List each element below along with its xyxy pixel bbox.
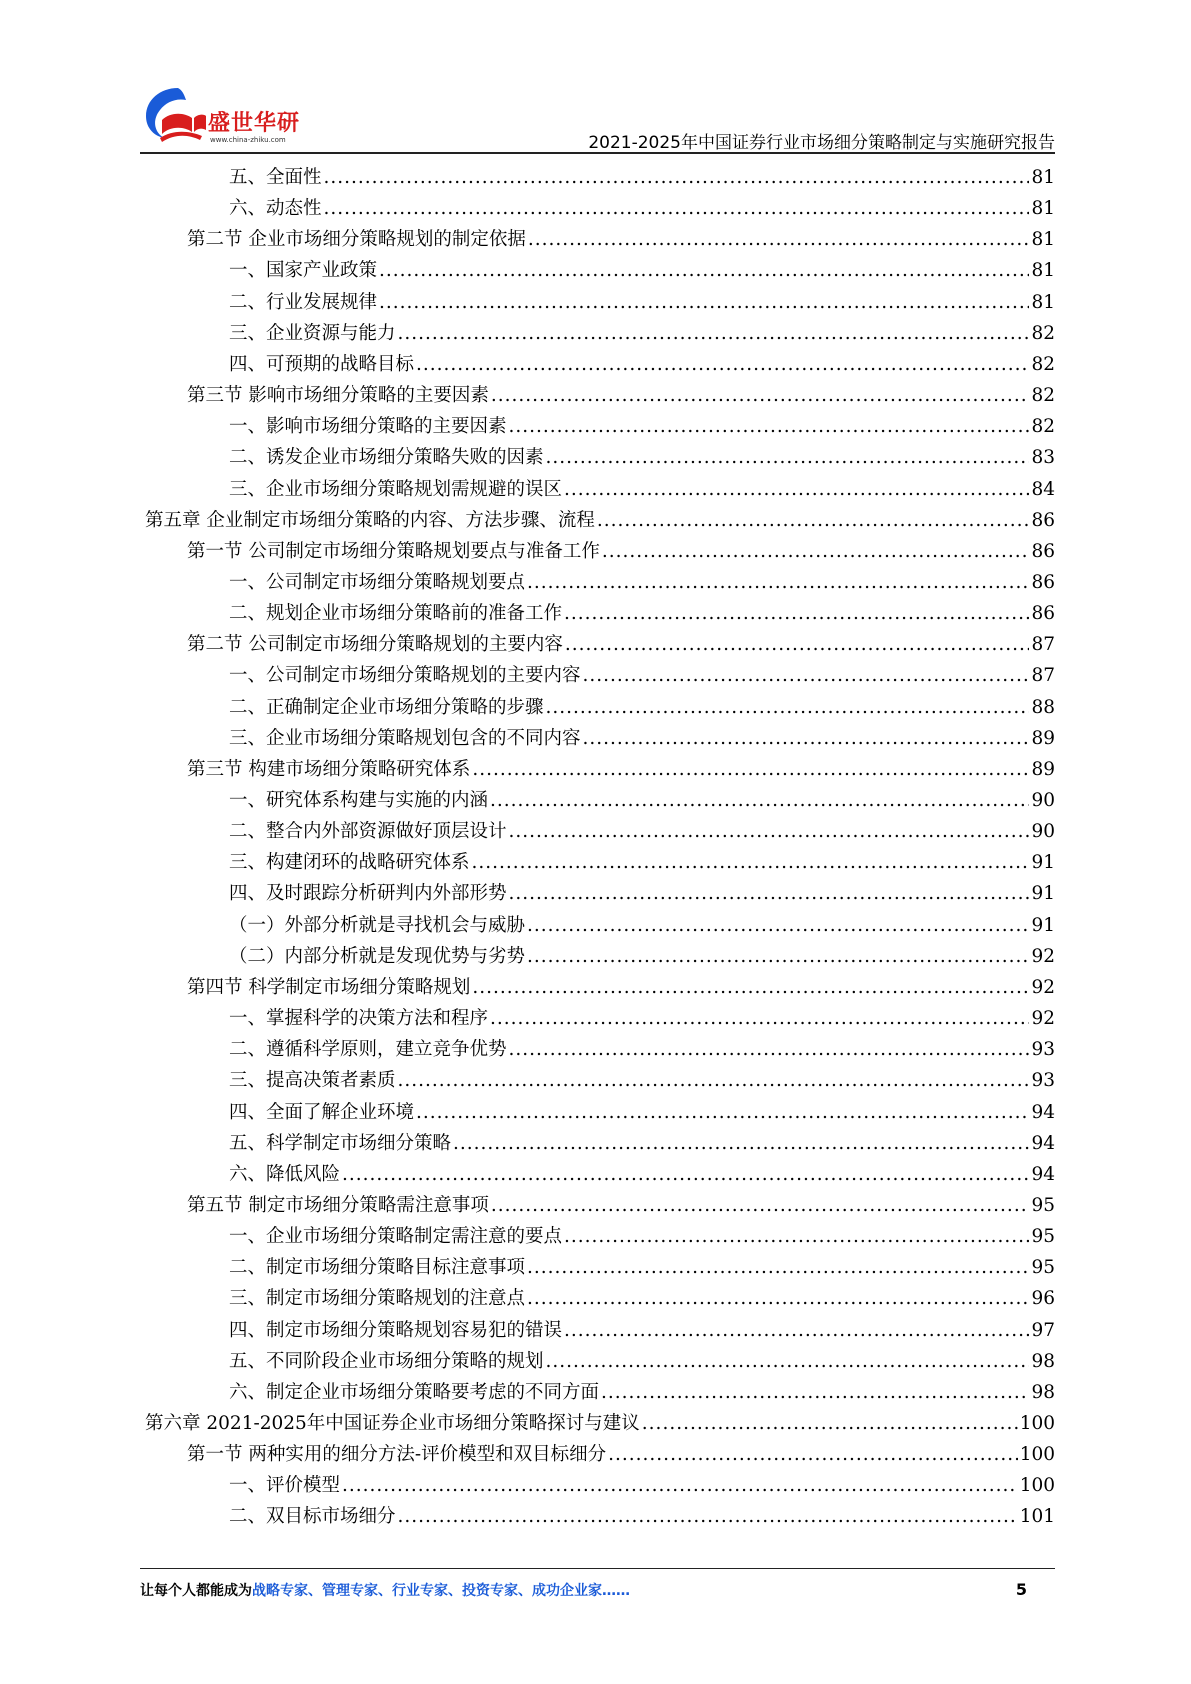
toc-entry[interactable] — [229, 568, 1055, 598]
toc-leader-dots — [583, 661, 1030, 691]
toc-entry[interactable] — [229, 443, 1055, 473]
toc-leader-dots — [564, 1222, 1029, 1252]
toc-entry-page: 84 — [1031, 478, 1055, 500]
toc-entry-page: 93 — [1031, 1039, 1055, 1061]
company-logo — [140, 82, 310, 148]
toc-entry-label: 二、遵循科学原则，建立竞争优势 — [229, 1039, 507, 1061]
toc-entry-label: 第五章 企业制定市场细分策略的内容、方法步骤、流程 — [145, 509, 595, 531]
toc-leader-dots — [342, 1471, 1018, 1501]
toc-entry-page: 92 — [1031, 1008, 1055, 1030]
toc-entry[interactable] — [229, 1222, 1055, 1252]
toc-leader-dots — [398, 1066, 1030, 1096]
toc-entry-label: 二、正确制定企业市场细分策略的步骤 — [229, 696, 544, 718]
toc-entry[interactable] — [229, 1316, 1055, 1346]
toc-entry-page: 81 — [1031, 291, 1055, 313]
toc-entry[interactable] — [229, 1253, 1055, 1283]
toc-entry-label: 三、企业市场细分策略规划需规避的误区 — [229, 478, 563, 500]
toc-leader-dots — [509, 412, 1030, 442]
toc-entry-page: 100 — [1019, 1444, 1055, 1466]
logo-emblem-icon — [140, 82, 210, 148]
toc-entry-page: 82 — [1031, 385, 1055, 407]
toc-entry-page: 81 — [1031, 229, 1055, 251]
toc-entry-label: 一、评价模型 — [229, 1475, 341, 1497]
toc-entry[interactable] — [229, 693, 1055, 723]
toc-entry-page: 82 — [1031, 322, 1055, 344]
toc-entry[interactable] — [229, 350, 1055, 380]
toc-leader-dots — [509, 879, 1030, 909]
toc-entry[interactable] — [229, 412, 1055, 442]
toc-leader-dots — [527, 1253, 1029, 1283]
footer-divider — [140, 1568, 1055, 1569]
toc-entry-label: 六、动态性 — [229, 198, 322, 220]
toc-leader-dots — [398, 319, 1030, 349]
toc-entry[interactable] — [229, 817, 1055, 847]
toc-entry-page: 98 — [1031, 1381, 1055, 1403]
toc-entry[interactable] — [229, 1160, 1055, 1190]
toc-entry[interactable] — [187, 973, 1055, 1003]
toc-entry-label: 一、公司制定市场细分策略规划要点 — [229, 571, 526, 593]
toc-entry-page: 87 — [1031, 665, 1055, 687]
toc-entry[interactable] — [229, 599, 1055, 629]
toc-leader-dots — [546, 443, 1030, 473]
toc-leader-dots — [528, 225, 1030, 255]
toc-leader-dots — [416, 1098, 1029, 1128]
toc-entry-page: 86 — [1031, 603, 1055, 625]
toc-entry-page: 95 — [1031, 1257, 1055, 1279]
toc-entry-page: 88 — [1031, 696, 1055, 718]
toc-entry[interactable] — [145, 506, 1055, 536]
toc-entry-page: 95 — [1031, 1226, 1055, 1248]
toc-entry-page: 94 — [1031, 1101, 1055, 1123]
toc-entry[interactable] — [229, 1066, 1055, 1096]
toc-leader-dots — [527, 568, 1029, 598]
toc-entry-page: 101 — [1019, 1506, 1055, 1528]
toc-entry[interactable] — [187, 755, 1055, 785]
toc-entry-label: 第二节 公司制定市场细分策略规划的主要内容 — [187, 634, 563, 656]
toc-entry-label: （二）内部分析就是发现优势与劣势 — [229, 945, 526, 967]
toc-leader-dots — [597, 506, 1030, 536]
toc-leader-dots — [546, 1347, 1030, 1377]
toc-entry-label: 第一节 公司制定市场细分策略规划要点与准备工作 — [187, 540, 600, 562]
toc-entry[interactable] — [229, 1098, 1055, 1128]
toc-leader-dots — [324, 163, 1030, 193]
toc-leader-dots — [453, 1129, 1029, 1159]
toc-entry[interactable] — [229, 319, 1055, 349]
toc-entry-page: 87 — [1031, 634, 1055, 656]
toc-entry[interactable] — [229, 1502, 1055, 1532]
toc-entry-label: 四、可预期的战略目标 — [229, 353, 415, 375]
toc-leader-dots — [490, 786, 1029, 816]
toc-entry-page: 100 — [1019, 1413, 1055, 1434]
toc-entry-page: 94 — [1031, 1132, 1055, 1154]
toc-entry-page: 95 — [1031, 1194, 1055, 1216]
header-divider — [140, 152, 1055, 154]
page-header — [140, 78, 1055, 152]
toc-entry-label: 二、制定市场细分策略目标注意事项 — [229, 1257, 526, 1279]
toc-leader-dots — [490, 1004, 1029, 1034]
toc-leader-dots — [583, 724, 1030, 754]
toc-entry[interactable] — [229, 1378, 1055, 1408]
toc-entry[interactable] — [187, 537, 1055, 567]
toc-entry[interactable] — [229, 475, 1055, 505]
toc-leader-dots — [491, 381, 1030, 411]
toc-entry-label: 三、制定市场细分策略规划的注意点 — [229, 1288, 526, 1310]
toc-leader-dots — [527, 942, 1029, 972]
toc-entry-label: 二、双目标市场细分 — [229, 1506, 396, 1528]
toc-leader-dots — [398, 1502, 1018, 1532]
toc-entry[interactable] — [229, 911, 1055, 941]
toc-entry[interactable] — [229, 194, 1055, 224]
toc-entry[interactable] — [229, 1347, 1055, 1377]
toc-entry-label: 二、整合内外部资源做好顶层设计 — [229, 821, 507, 843]
toc-entry-label: 四、制定市场细分策略规划容易犯的错误 — [229, 1319, 563, 1341]
toc-entry-page: 94 — [1031, 1163, 1055, 1185]
toc-entry-page: 96 — [1031, 1288, 1055, 1310]
toc-entry-page: 91 — [1031, 852, 1055, 874]
toc-entry-label: 五、不同阶段企业市场细分策略的规划 — [229, 1350, 544, 1372]
toc-entry-label: 四、及时跟踪分析研判内外部形势 — [229, 883, 507, 905]
toc-entry-label: 一、公司制定市场细分策略规划的主要内容 — [229, 665, 581, 687]
document-title: 2021-2025年中国证券行业市场细分策略制定与实施研究报告 — [588, 133, 1055, 153]
toc-entry-label: 二、行业发展规律 — [229, 291, 378, 313]
logo-name: 盛世华研 — [208, 111, 301, 136]
toc-entry-label: 第二节 企业市场细分策略规划的制定依据 — [187, 229, 526, 251]
toc-leader-dots — [642, 1409, 1018, 1439]
footer-slogan-highlight: 战略专家、管理专家、行业专家、投资专家、成功企业家…… — [252, 1583, 630, 1599]
toc-entry-label: 二、诱发企业市场细分策略失败的因素 — [229, 447, 544, 469]
toc-leader-dots — [324, 194, 1030, 224]
toc-leader-dots — [509, 1035, 1030, 1065]
toc-entry-label: （一）外部分析就是寻找机会与威胁 — [229, 914, 526, 936]
toc-leader-dots — [491, 1191, 1030, 1221]
toc-entry-page: 89 — [1031, 758, 1055, 780]
toc-entry-label: 一、国家产业政策 — [229, 260, 378, 282]
toc-entry-label: 第一节 两种实用的细分方法-评价模型和双目标细分 — [187, 1444, 607, 1466]
toc-entry-label: 三、提高决策者素质 — [229, 1070, 396, 1092]
toc-entry-page: 86 — [1031, 509, 1055, 531]
toc-entry[interactable] — [229, 288, 1055, 318]
toc-entry[interactable] — [187, 225, 1055, 255]
toc-entry[interactable] — [229, 256, 1055, 286]
toc-entry-page: 91 — [1031, 883, 1055, 905]
toc-entry-label: 五、全面性 — [229, 167, 322, 188]
toc-entry-page: 97 — [1031, 1319, 1055, 1341]
toc-entry-page: 82 — [1031, 416, 1055, 438]
toc-entry-page: 81 — [1031, 167, 1055, 188]
toc-entry-page: 89 — [1031, 727, 1055, 749]
toc-entry[interactable] — [229, 163, 1055, 193]
toc-entry-label: 六、制定企业市场细分策略要考虑的不同方面 — [229, 1381, 600, 1403]
toc-leader-dots — [546, 693, 1030, 723]
toc-leader-dots — [472, 848, 1030, 878]
toc-entry-page: 90 — [1031, 821, 1055, 843]
toc-entry[interactable] — [229, 786, 1055, 816]
logo-url: www.china-zhiku.com — [210, 136, 286, 144]
footer-slogan-prefix: 让每个人都能成为 — [140, 1583, 252, 1599]
toc-entry-label: 第六章 2021-2025年中国证券企业市场细分策略探讨与建议 — [145, 1413, 640, 1434]
page-number: 5 — [1015, 1580, 1027, 1599]
toc-leader-dots — [601, 1378, 1029, 1408]
toc-entry[interactable] — [229, 942, 1055, 972]
toc-entry-label: 五、科学制定市场细分策略 — [229, 1132, 452, 1154]
toc-entry[interactable] — [145, 1409, 1055, 1439]
toc-entry-page: 83 — [1031, 447, 1055, 469]
toc-entry[interactable] — [229, 848, 1055, 878]
toc-entry-label: 第四节 科学制定市场细分策略规划 — [187, 976, 471, 998]
toc-entry-page: 86 — [1031, 540, 1055, 562]
toc-entry[interactable] — [187, 1191, 1055, 1221]
toc-entry-label: 第五节 制定市场细分策略需注意事项 — [187, 1194, 489, 1216]
toc-leader-dots — [416, 350, 1029, 380]
toc-entry-label: 一、研究体系构建与实施的内涵 — [229, 790, 489, 811]
toc-entry-page: 81 — [1031, 198, 1055, 220]
toc-entry-page: 98 — [1031, 1350, 1055, 1372]
toc-leader-dots — [472, 755, 1029, 785]
toc-entry-page: 91 — [1031, 914, 1055, 936]
toc-entry-page: 93 — [1031, 1070, 1055, 1092]
toc-entry-page: 90 — [1031, 790, 1055, 811]
toc-entry[interactable] — [229, 1129, 1055, 1159]
toc-leader-dots — [509, 817, 1030, 847]
toc-entry-label: 三、企业市场细分策略规划包含的不同内容 — [229, 727, 581, 749]
toc-entry[interactable] — [229, 724, 1055, 754]
toc-leader-dots — [602, 537, 1030, 567]
toc-leader-dots — [564, 475, 1029, 505]
toc-leader-dots — [379, 256, 1029, 286]
toc-entry-page: 81 — [1031, 260, 1055, 282]
toc-entry[interactable] — [187, 1440, 1055, 1470]
toc-entry[interactable] — [229, 1035, 1055, 1065]
toc-leader-dots — [379, 288, 1029, 318]
toc-entry-label: 二、规划企业市场细分策略前的准备工作 — [229, 603, 563, 625]
toc-entry-page: 82 — [1031, 353, 1055, 375]
toc-leader-dots — [472, 973, 1029, 1003]
toc-leader-dots — [527, 911, 1029, 941]
toc-entry-page: 86 — [1031, 571, 1055, 593]
toc-entry-page: 92 — [1031, 976, 1055, 998]
toc-leader-dots — [564, 599, 1029, 629]
toc-entry-label: 一、影响市场细分策略的主要因素 — [229, 416, 507, 438]
toc-entry-label: 第三节 影响市场细分策略的主要因素 — [187, 385, 489, 407]
toc-leader-dots — [527, 1284, 1029, 1314]
toc-entry-label: 一、掌握科学的决策方法和程序 — [229, 1008, 489, 1030]
toc-entry[interactable] — [187, 630, 1055, 660]
toc-entry[interactable] — [229, 661, 1055, 691]
toc-entry-label: 第三节 构建市场细分策略研究体系 — [187, 758, 471, 780]
toc-entry-label: 四、全面了解企业环境 — [229, 1101, 415, 1123]
page-footer — [140, 1580, 1055, 1606]
toc-entry[interactable] — [229, 1471, 1055, 1501]
toc-entry-label: 三、企业资源与能力 — [229, 322, 396, 344]
toc-entry-label: 一、企业市场细分策略制定需注意的要点 — [229, 1226, 563, 1248]
toc-entry[interactable] — [229, 1004, 1055, 1034]
toc-leader-dots — [608, 1440, 1018, 1470]
toc-entry[interactable] — [187, 381, 1055, 411]
toc-entry-page: 100 — [1019, 1475, 1055, 1497]
toc-leader-dots — [565, 630, 1030, 660]
toc-leader-dots — [564, 1316, 1029, 1346]
toc-entry-label: 六、降低风险 — [229, 1163, 341, 1185]
toc-entry-page: 92 — [1031, 945, 1055, 967]
toc-leader-dots — [342, 1160, 1029, 1190]
toc-entry[interactable] — [229, 1284, 1055, 1314]
toc-entry-label: 三、构建闭环的战略研究体系 — [229, 852, 470, 874]
toc-entry[interactable] — [229, 879, 1055, 909]
